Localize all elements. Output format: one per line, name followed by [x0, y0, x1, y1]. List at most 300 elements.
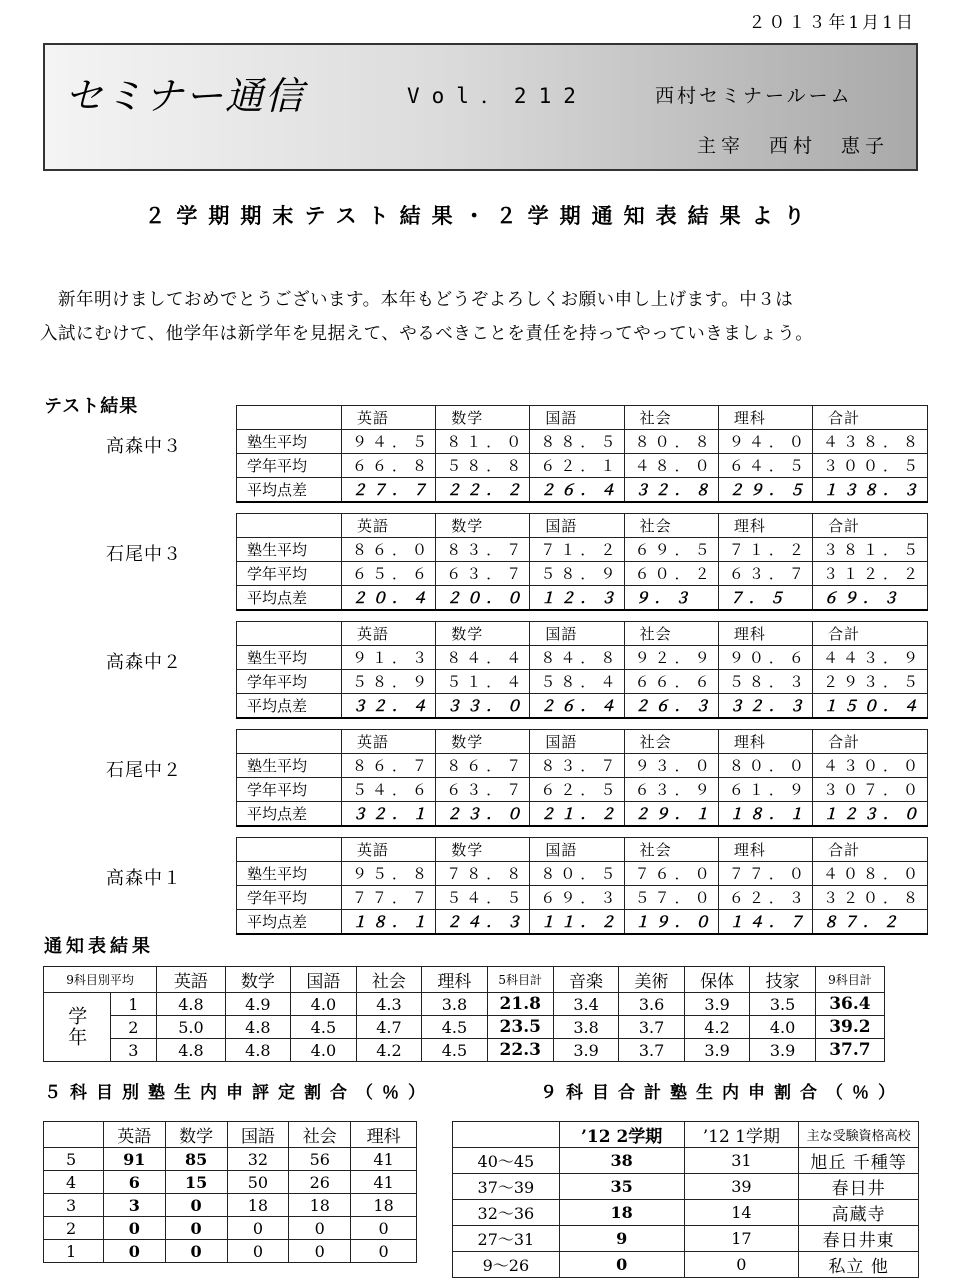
- table-row: [44, 1217, 417, 1240]
- row-label: 塾生平均: [237, 646, 342, 670]
- subject-header: 合計: [813, 622, 928, 646]
- row-label: 平均点差: [237, 478, 342, 503]
- column-header: [453, 1122, 560, 1148]
- grade-label: 学年: [44, 993, 111, 1062]
- score-range: 32～36: [453, 1200, 560, 1226]
- subject-header: 保体: [684, 967, 750, 993]
- score-cell: ２０．０: [436, 586, 530, 611]
- average-cell: 3.5: [750, 993, 816, 1016]
- score-cell: ７７．７: [342, 886, 436, 910]
- score-cell: ６６．６: [624, 670, 718, 694]
- subject-header: 数学: [436, 514, 530, 538]
- table-header-row: [453, 1122, 919, 1148]
- grade-level: 1: [44, 1240, 104, 1263]
- intro-line-2: 入試にむけて、他学年は新学年を見据えて、やるべきことを責任を持ってやっていきましょう。: [40, 324, 814, 344]
- percent-cell: 0: [103, 1240, 165, 1263]
- school-name: 高森中２: [106, 652, 182, 673]
- score-cell: ８４．４: [436, 646, 530, 670]
- score-range: 9～26: [453, 1252, 560, 1278]
- score-cell: ５８．４: [530, 670, 624, 694]
- subject-header: 国語: [530, 406, 624, 430]
- score-cell: ５７．０: [624, 886, 718, 910]
- average-cell: 3.7: [619, 1016, 685, 1039]
- row-label: 平均点差: [237, 802, 342, 827]
- table-row: [237, 886, 928, 910]
- score-cell: １３８．３: [813, 478, 928, 503]
- table-row: [237, 454, 928, 478]
- score-cell: ６４．５: [718, 454, 812, 478]
- score-cell: ６３．７: [436, 778, 530, 802]
- score-cell: １９．０: [624, 910, 718, 935]
- score-cell: ５８．３: [718, 670, 812, 694]
- percent-cell: 0: [351, 1217, 417, 1240]
- score-cell: ２２．２: [436, 478, 530, 503]
- subject-header: 数学: [225, 967, 291, 993]
- average-cell: 4.7: [356, 1016, 422, 1039]
- average-cell: 4.0: [291, 993, 357, 1016]
- percent-cell: 0: [165, 1194, 227, 1217]
- score-cell: ２９３．５: [813, 670, 928, 694]
- subject-header: 英語: [342, 838, 436, 862]
- score-cell: ６６．８: [342, 454, 436, 478]
- percent-cell: 31: [684, 1148, 799, 1174]
- score-cell: ４３８．８: [813, 430, 928, 454]
- score-cell: ３１２．２: [813, 562, 928, 586]
- row-label: 塾生平均: [237, 538, 342, 562]
- average-cell: 4.3: [356, 993, 422, 1016]
- table-row: [453, 1148, 919, 1174]
- subject-header: 国語: [530, 838, 624, 862]
- score-cell: ２６．４: [530, 694, 624, 719]
- percent-cell: 91: [103, 1148, 165, 1171]
- column-header: ’12 1学期: [684, 1122, 799, 1148]
- newsletter-title: セミナー通信: [65, 74, 306, 118]
- subject-header: 合計: [813, 514, 928, 538]
- average-cell: 4.5: [422, 1039, 488, 1062]
- subject-header: 国語: [530, 730, 624, 754]
- percent-cell: 0: [289, 1217, 351, 1240]
- school-name: 石尾中２: [106, 760, 182, 781]
- subject-header: 社会: [289, 1122, 351, 1148]
- subject-header: 理科: [351, 1122, 417, 1148]
- volume-number: Vol．212: [407, 84, 588, 108]
- score-cell: ７．５: [718, 586, 812, 611]
- subject-header: 英語: [342, 406, 436, 430]
- score-cell: ２９．５: [718, 478, 812, 503]
- host-name: 主宰 西村 恵子: [697, 135, 890, 157]
- percent-cell: 9: [559, 1226, 684, 1252]
- subject-header: 社会: [624, 730, 718, 754]
- intro-text: [40, 283, 925, 351]
- score-cell: ７８．８: [436, 862, 530, 886]
- grade-level: 5: [44, 1148, 104, 1171]
- table-row: [237, 538, 928, 562]
- score-range: 27～31: [453, 1226, 560, 1252]
- score-cell: ５８．９: [342, 670, 436, 694]
- percent-cell: 0: [559, 1252, 684, 1278]
- subject-header: 美術: [619, 967, 685, 993]
- row-label: 塾生平均: [237, 430, 342, 454]
- average-cell: 4.9: [225, 993, 291, 1016]
- score-cell: ５１．４: [436, 670, 530, 694]
- column-header: 主な受験資格高校: [799, 1122, 919, 1148]
- score-cell: ９５．８: [342, 862, 436, 886]
- score-cell: ５４．５: [436, 886, 530, 910]
- score-cell: １８．１: [342, 910, 436, 935]
- subject-header: 社会: [356, 967, 422, 993]
- percent-cell: 3: [103, 1194, 165, 1217]
- average-cell: 5.0: [157, 1016, 225, 1039]
- nine-subject-table: [452, 1121, 919, 1278]
- table-header-row: [44, 967, 885, 993]
- average-cell: 4.2: [356, 1039, 422, 1062]
- grade-number: 3: [110, 1039, 157, 1062]
- subject-header: 社会: [624, 838, 718, 862]
- subject-header: 社会: [624, 514, 718, 538]
- table-row: [44, 1148, 417, 1171]
- percent-cell: 0: [684, 1252, 799, 1278]
- score-cell: ６３．７: [436, 562, 530, 586]
- score-cell: ８４．８: [530, 646, 624, 670]
- grade-level: 3: [44, 1194, 104, 1217]
- grade-number: 2: [110, 1016, 157, 1039]
- row-label: 平均点差: [237, 694, 342, 719]
- score-cell: ６３．７: [718, 562, 812, 586]
- headline: ２学期期末テスト結果・２学期通知表結果より: [144, 204, 816, 228]
- test-result-table: [236, 621, 928, 719]
- score-cell: ６９．５: [624, 538, 718, 562]
- subject-header: 理科: [718, 730, 812, 754]
- subject-header: 合計: [813, 406, 928, 430]
- score-cell: ９１．３: [342, 646, 436, 670]
- score-cell: ４８．０: [624, 454, 718, 478]
- average-cell: 4.8: [225, 1016, 291, 1039]
- subject-header: 数学: [436, 838, 530, 862]
- score-cell: ３２．１: [342, 802, 436, 827]
- subject-header: 5科目計: [487, 967, 553, 993]
- average-cell: 4.8: [157, 1039, 225, 1062]
- average-cell: 3.9: [553, 1039, 619, 1062]
- row-label: 学年平均: [237, 886, 342, 910]
- score-cell: ６１．９: [718, 778, 812, 802]
- score-cell: ６２．３: [718, 886, 812, 910]
- score-cell: ３０７．０: [813, 778, 928, 802]
- average-cell: 4.8: [157, 993, 225, 1016]
- average-cell: 21.8: [487, 993, 553, 1016]
- score-cell: ６９．３: [530, 886, 624, 910]
- subject-header: 英語: [103, 1122, 165, 1148]
- row-label: 平均点差: [237, 586, 342, 611]
- subject-header: 理科: [718, 406, 812, 430]
- average-cell: 23.5: [487, 1016, 553, 1039]
- table-row: [237, 802, 928, 827]
- test-result-table: [236, 513, 928, 611]
- score-cell: ３００．５: [813, 454, 928, 478]
- school-name: 高森中３: [106, 436, 182, 457]
- row-label: 塾生平均: [237, 862, 342, 886]
- test-results-title: テスト結果: [44, 396, 139, 417]
- table-header-row: [237, 514, 928, 538]
- average-cell: 39.2: [815, 1016, 884, 1039]
- target-school: 春日井: [799, 1174, 919, 1200]
- percent-cell: 50: [227, 1171, 289, 1194]
- score-cell: ６２．１: [530, 454, 624, 478]
- average-cell: 3.8: [422, 993, 488, 1016]
- subject-header: 数学: [165, 1122, 227, 1148]
- percent-cell: 18: [289, 1194, 351, 1217]
- percent-cell: 32: [227, 1148, 289, 1171]
- subject-header: 音楽: [553, 967, 619, 993]
- table-row: [237, 778, 928, 802]
- percent-cell: 0: [227, 1240, 289, 1263]
- percent-cell: 0: [289, 1240, 351, 1263]
- test-result-table: [236, 405, 928, 503]
- subject-header: 英語: [157, 967, 225, 993]
- score-cell: ９０．６: [718, 646, 812, 670]
- score-cell: ８６．７: [342, 754, 436, 778]
- table-header-row: [237, 838, 928, 862]
- subject-header: 英語: [342, 514, 436, 538]
- newsletter-header: [43, 43, 918, 171]
- target-school: 旭丘 千種等: [799, 1148, 919, 1174]
- target-school: 春日井東: [799, 1226, 919, 1252]
- table-row: [237, 478, 928, 503]
- five-subject-title: ５科目別塾生内申評定割合（％）: [44, 1083, 434, 1103]
- row-label: 学年平均: [237, 778, 342, 802]
- seminar-room-name: 西村セミナールーム: [655, 85, 853, 107]
- test-result-table: [236, 729, 928, 827]
- table-row: [237, 430, 928, 454]
- table-row: [237, 646, 928, 670]
- percent-cell: 0: [165, 1240, 227, 1263]
- score-cell: ８８．５: [530, 430, 624, 454]
- score-cell: ２９．１: [624, 802, 718, 827]
- corner-cell: [237, 838, 342, 862]
- average-cell: 36.4: [815, 993, 884, 1016]
- table-row: [44, 1194, 417, 1217]
- percent-cell: 6: [103, 1171, 165, 1194]
- table-row: [44, 993, 885, 1016]
- score-cell: ８７．２: [813, 910, 928, 935]
- table-header-row: [237, 622, 928, 646]
- percent-cell: 0: [351, 1240, 417, 1263]
- subject-header: 社会: [624, 622, 718, 646]
- percent-cell: 38: [559, 1148, 684, 1174]
- percent-cell: 14: [684, 1200, 799, 1226]
- target-school: 高蔵寺: [799, 1200, 919, 1226]
- subject-header: [44, 1122, 104, 1148]
- subject-header: 技家: [750, 967, 816, 993]
- score-cell: ７６．０: [624, 862, 718, 886]
- subject-header: 数学: [436, 730, 530, 754]
- score-cell: ４０８．０: [813, 862, 928, 886]
- subject-header: 英語: [342, 622, 436, 646]
- score-cell: ２６．４: [530, 478, 624, 503]
- subject-header: 国語: [530, 622, 624, 646]
- target-school: 私立 他: [799, 1252, 919, 1278]
- score-cell: ６５．６: [342, 562, 436, 586]
- score-cell: ２１．２: [530, 802, 624, 827]
- test-result-table: [236, 837, 928, 935]
- grade-number: 1: [110, 993, 157, 1016]
- table-row: [237, 670, 928, 694]
- subject-header: 合計: [813, 838, 928, 862]
- percent-cell: 56: [289, 1148, 351, 1171]
- score-cell: ３２０．８: [813, 886, 928, 910]
- report-card-table: [43, 966, 885, 1062]
- subject-header: 理科: [718, 514, 812, 538]
- row-label: 学年平均: [237, 454, 342, 478]
- table-row: [44, 1016, 885, 1039]
- score-cell: ６０．２: [624, 562, 718, 586]
- percent-cell: 18: [351, 1194, 417, 1217]
- score-cell: １４．７: [718, 910, 812, 935]
- subject-header: 国語: [227, 1122, 289, 1148]
- corner-cell: [237, 730, 342, 754]
- corner-cell: 9科目別平均: [44, 967, 157, 993]
- row-label: 学年平均: [237, 562, 342, 586]
- score-cell: ７７．０: [718, 862, 812, 886]
- table-row: [237, 562, 928, 586]
- nine-subject-title: ９科目合計塾生内申割合（％）: [540, 1083, 904, 1103]
- percent-cell: 18: [227, 1194, 289, 1217]
- percent-cell: 18: [559, 1200, 684, 1226]
- percent-cell: 41: [351, 1171, 417, 1194]
- score-cell: １８．１: [718, 802, 812, 827]
- average-cell: 3.9: [684, 993, 750, 1016]
- average-cell: 3.7: [619, 1039, 685, 1062]
- score-cell: ８０．５: [530, 862, 624, 886]
- report-card-title: 通知表結果: [44, 936, 154, 957]
- school-name: 石尾中３: [106, 544, 182, 565]
- score-cell: ８０．０: [718, 754, 812, 778]
- average-cell: 3.9: [684, 1039, 750, 1062]
- table-row: [453, 1252, 919, 1278]
- score-cell: ３８１．５: [813, 538, 928, 562]
- issue-date: ２０１３年1月1日: [748, 13, 916, 33]
- score-cell: １１．２: [530, 910, 624, 935]
- subject-header: 国語: [291, 967, 357, 993]
- average-cell: 4.2: [684, 1016, 750, 1039]
- score-cell: ２７．７: [342, 478, 436, 503]
- table-row: [237, 754, 928, 778]
- score-cell: ９４．０: [718, 430, 812, 454]
- score-range: 37～39: [453, 1174, 560, 1200]
- subject-header: 社会: [624, 406, 718, 430]
- average-cell: 4.5: [291, 1016, 357, 1039]
- table-row: [44, 1039, 885, 1062]
- score-cell: ８３．７: [530, 754, 624, 778]
- score-cell: ３２．４: [342, 694, 436, 719]
- row-label: 塾生平均: [237, 754, 342, 778]
- percent-cell: 0: [103, 1217, 165, 1240]
- score-range: 40～45: [453, 1148, 560, 1174]
- row-label: 学年平均: [237, 670, 342, 694]
- score-cell: ２６．３: [624, 694, 718, 719]
- average-cell: 3.8: [553, 1016, 619, 1039]
- subject-header: 合計: [813, 730, 928, 754]
- score-cell: ９２．９: [624, 646, 718, 670]
- table-header-row: [237, 406, 928, 430]
- corner-cell: [237, 622, 342, 646]
- score-cell: ９４．５: [342, 430, 436, 454]
- percent-cell: 26: [289, 1171, 351, 1194]
- subject-header: 数学: [436, 622, 530, 646]
- subject-header: 英語: [342, 730, 436, 754]
- table-row: [44, 1240, 417, 1263]
- column-header: ’12 2学期: [559, 1122, 684, 1148]
- subject-header: 9科目計: [815, 967, 884, 993]
- score-cell: １２３．０: [813, 802, 928, 827]
- table-header-row: [44, 1122, 417, 1148]
- score-cell: ５８．８: [436, 454, 530, 478]
- table-row: [453, 1226, 919, 1252]
- average-cell: 3.4: [553, 993, 619, 1016]
- score-cell: ９３．０: [624, 754, 718, 778]
- average-cell: 4.0: [291, 1039, 357, 1062]
- percent-cell: 41: [351, 1148, 417, 1171]
- score-cell: ５４．６: [342, 778, 436, 802]
- average-cell: 4.8: [225, 1039, 291, 1062]
- table-row: [237, 862, 928, 886]
- grade-level: 4: [44, 1171, 104, 1194]
- percent-cell: 17: [684, 1226, 799, 1252]
- subject-header: 国語: [530, 514, 624, 538]
- school-name: 高森中１: [106, 868, 182, 889]
- table-row: [237, 586, 928, 611]
- score-cell: ８３．７: [436, 538, 530, 562]
- corner-cell: [237, 514, 342, 538]
- subject-header: 理科: [422, 967, 488, 993]
- corner-cell: [237, 406, 342, 430]
- score-cell: ６２．５: [530, 778, 624, 802]
- grade-level: 2: [44, 1217, 104, 1240]
- score-cell: ３３．０: [436, 694, 530, 719]
- intro-line-1: 新年明けましておめでとうございます。本年もどうぞよろしくお願い申し上げます。中３は: [58, 290, 794, 310]
- score-cell: ２３．０: [436, 802, 530, 827]
- score-cell: ８６．７: [436, 754, 530, 778]
- percent-cell: 85: [165, 1148, 227, 1171]
- average-cell: 22.3: [487, 1039, 553, 1062]
- table-row: [237, 910, 928, 935]
- subject-header: 理科: [718, 838, 812, 862]
- score-cell: １２．３: [530, 586, 624, 611]
- percent-cell: 0: [165, 1217, 227, 1240]
- five-subject-table: [43, 1121, 417, 1263]
- score-cell: １５０．４: [813, 694, 928, 719]
- subject-header: 理科: [718, 622, 812, 646]
- score-cell: ６３．９: [624, 778, 718, 802]
- score-cell: ８０．８: [624, 430, 718, 454]
- subject-header: 数学: [436, 406, 530, 430]
- score-cell: ８６．０: [342, 538, 436, 562]
- average-cell: 3.9: [750, 1039, 816, 1062]
- average-cell: 4.0: [750, 1016, 816, 1039]
- score-cell: ４４３．９: [813, 646, 928, 670]
- average-cell: 4.5: [422, 1016, 488, 1039]
- percent-cell: 39: [684, 1174, 799, 1200]
- score-cell: ３２．３: [718, 694, 812, 719]
- percent-cell: 35: [559, 1174, 684, 1200]
- average-cell: 37.7: [815, 1039, 884, 1062]
- score-cell: ２０．４: [342, 586, 436, 611]
- score-cell: ７１．２: [718, 538, 812, 562]
- table-row: [44, 1171, 417, 1194]
- percent-cell: 15: [165, 1171, 227, 1194]
- row-label: 平均点差: [237, 910, 342, 935]
- table-row: [453, 1200, 919, 1226]
- average-cell: 3.6: [619, 993, 685, 1016]
